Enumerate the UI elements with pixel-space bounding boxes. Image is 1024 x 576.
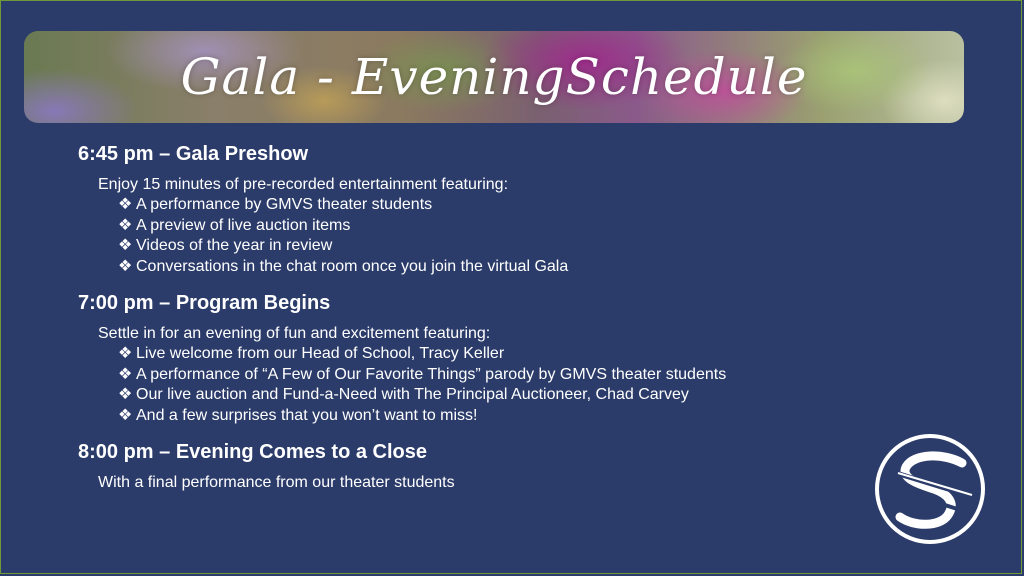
flower-banner [24,31,964,123]
slide-title: Gala - EveningSchedule [180,48,808,106]
bullet-item: ❖ A performance by GMVS theater students [118,195,918,216]
bullet-list [78,195,918,277]
bullet-icon: ❖ [118,406,133,424]
section-intro: With a final performance from our theater students [98,474,455,491]
schedule-content [78,142,918,507]
bullet-list [78,344,918,426]
bullet-item: ❖ Videos of the year in review [118,236,918,257]
schedule-section-close [78,440,918,493]
bullet-item: ❖ And a few surprises that you won’t want to miss! [118,406,918,427]
section-intro: Enjoy 15 minutes of pre-recorded entertainment featuring: [98,176,509,193]
bullet-icon: ❖ [118,216,133,234]
school-logo-icon [874,433,986,545]
bullet-icon: ❖ [118,386,133,403]
bullet-item: ❖ Our live auction and Fund-a-Need with The Principal Auctioneer, Chad Carvey [118,385,918,406]
bullet-icon: ❖ [118,345,133,362]
section-heading: 8:00 pm – Evening Comes to a Close [78,441,427,463]
bullet-item: ❖ Live welcome from our Head of School, Tracy Keller [118,344,918,365]
section-heading: 7:00 pm – Program Begins [78,292,331,314]
bullet-item: ❖ A performance of “A Few of Our Favorite Things” parody by GMVS theater students [118,365,918,386]
bullet-icon: ❖ [118,365,133,383]
bullet-icon: ❖ [118,196,133,213]
section-intro: Settle in for an evening of fun and excitement featuring: [98,325,491,342]
bullet-item: ❖ Conversations in the chat room once you join the virtual Gala [118,257,918,278]
schedule-section-program [78,291,918,426]
bullet-icon: ❖ [118,237,133,254]
section-heading: 6:45 pm – Gala Preshow [78,143,309,165]
schedule-section-preshow [78,142,918,277]
bullet-item: ❖ A preview of live auction items [118,216,918,237]
bullet-icon: ❖ [118,257,133,275]
